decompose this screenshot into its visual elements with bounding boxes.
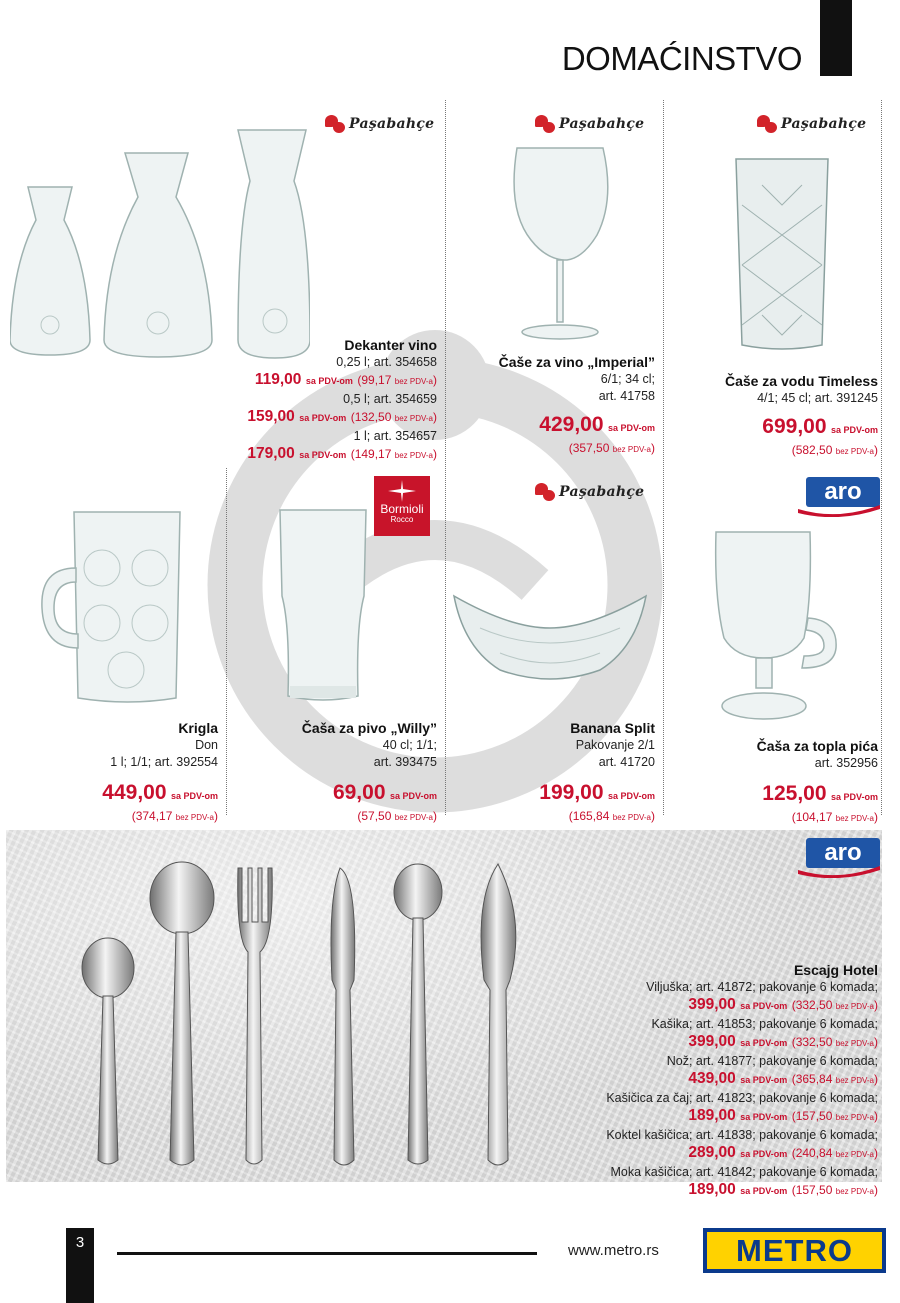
price-row: 119,00 sa PDV-om (99,17 bez PDV-a) (254, 371, 437, 388)
pasabahce-mark-icon (534, 113, 556, 135)
product-name: Banana Split (570, 720, 655, 736)
net-row: (374,17 bez PDV-a) (131, 809, 218, 823)
vat-label: sa PDV-om (740, 1038, 788, 1048)
brand-logo-pasabahce: Paşabahçe (534, 112, 644, 136)
product-spec: Moka kašičica; art. 41842; pakovanje 6 komada; (610, 1165, 878, 1179)
no-vat-label: bez PDV-a (175, 813, 214, 822)
brand-logo-aro: aro (798, 477, 880, 517)
vat-label: sa PDV-om (740, 1149, 788, 1159)
price: 429,00 (539, 413, 604, 436)
price: 399,00 (688, 996, 736, 1013)
price: 69,00 (332, 781, 386, 804)
product-name: Čaše za vino „Imperial” (498, 354, 655, 370)
aro-swoosh-icon (798, 862, 880, 878)
no-vat-label: bez PDV-a (612, 445, 651, 454)
vat-label: sa PDV-om (607, 423, 655, 433)
pasabahce-mark-icon (324, 113, 346, 135)
net-price: 374,17 (135, 809, 173, 823)
no-vat-label: bez PDV-a (394, 451, 433, 460)
vat-label: sa PDV-om (170, 791, 218, 801)
product-name: Escajg Hotel (793, 962, 878, 978)
product-info-krigla (18, 720, 218, 826)
net-price: 57,50 (361, 809, 392, 823)
vat-label: sa PDV-om (299, 450, 347, 460)
no-vat-label: bez PDV-a (835, 447, 874, 456)
no-vat-label: bez PDV-a (835, 1039, 874, 1048)
price: 699,00 (762, 415, 827, 438)
beer-mug-image (40, 508, 185, 706)
net-row: (582,50 bez PDV-a) (791, 443, 878, 457)
net-price: 157,50 (795, 1183, 833, 1197)
product-name: Dekanter vino (344, 337, 437, 353)
net-price: 149,17 (354, 447, 392, 461)
price-row: 289,00 sa PDV-om (240,84 bez PDV-a) (688, 1144, 878, 1161)
product-name: Čaše za vodu Timeless (724, 373, 878, 389)
vat-label: sa PDV-om (830, 425, 878, 435)
vat-label: sa PDV-om (740, 1001, 788, 1011)
metro-logo (703, 1228, 886, 1273)
vat-label: sa PDV-om (830, 792, 878, 802)
net-row: (165,84 bez PDV-a) (568, 809, 655, 823)
product-name: Krigla (178, 720, 218, 736)
product-info-dekanter (207, 337, 437, 465)
footer-rule (117, 1252, 537, 1255)
irish-coffee-glass-image (712, 528, 840, 724)
brand-logo-aro: aro (798, 838, 880, 878)
net-row: (57,50 bez PDV-a) (357, 809, 437, 823)
net-price: 157,50 (795, 1109, 833, 1123)
product-info-willy (237, 720, 437, 826)
product-spec: Viljuška; art. 41872; pakovanje 6 komada; (646, 980, 878, 994)
price-row: 399,00 sa PDV-om (332,50 bez PDV-a) (688, 996, 878, 1013)
price-row: 439,00 sa PDV-om (365,84 bez PDV-a) (688, 1070, 878, 1087)
product-info-banana (455, 720, 655, 826)
net-price: 332,50 (795, 998, 833, 1012)
price-row (668, 415, 878, 442)
product-info-escajg (548, 962, 878, 1201)
no-vat-label: bez PDV-a (835, 1187, 874, 1196)
no-vat-label: bez PDV-a (612, 813, 651, 822)
page-number: 3 (66, 1228, 94, 1303)
price: 289,00 (688, 1144, 736, 1161)
net-price: 332,50 (795, 1035, 833, 1049)
net-price: 132,50 (354, 410, 392, 424)
net-price: 365,84 (795, 1072, 833, 1086)
price-row: 179,00 sa PDV-om (149,17 bez PDV-a) (247, 445, 437, 462)
price-row: 189,00 sa PDV-om (157,50 bez PDV-a) (688, 1107, 878, 1124)
no-vat-label: bez PDV-a (394, 813, 433, 822)
corner-bar (820, 0, 852, 76)
no-vat-label: bez PDV-a (835, 1002, 874, 1011)
no-vat-label: bez PDV-a (394, 414, 433, 423)
vat-label: sa PDV-om (740, 1186, 788, 1196)
vat-label: sa PDV-om (305, 376, 353, 386)
pasabahce-mark-icon (756, 113, 778, 135)
no-vat-label: bez PDV-a (835, 1076, 874, 1085)
product-spec: Koktel kašičica; art. 41838; pakovanje 6 komada; (606, 1128, 878, 1142)
price-row: 159,00 sa PDV-om (132,50 bez PDV-a) (247, 408, 437, 425)
price: 199,00 (539, 781, 604, 804)
product-spec: 1 l; 1/1; art. 392554 (110, 755, 218, 769)
net-price: 582,50 (795, 443, 833, 457)
product-info-timeless (668, 373, 878, 460)
net-price: 165,84 (572, 809, 610, 823)
product-spec: 1 l; art. 354657 (353, 429, 437, 443)
price-row: 189,00 sa PDV-om (157,50 bez PDV-a) (688, 1181, 878, 1198)
footer-url[interactable]: www.metro.rs (568, 1242, 659, 1259)
price-row: 399,00 sa PDV-om (332,50 bez PDV-a) (688, 1033, 878, 1050)
brand-logo-pasabahce: Paşabahçe (324, 112, 434, 136)
product-spec: art. 41758 (598, 389, 655, 403)
product-spec: 0,25 l; art. 354658 (336, 355, 437, 369)
product-info-topla (678, 738, 878, 827)
product-info-imperial (445, 354, 655, 458)
price: 439,00 (688, 1070, 736, 1087)
product-name: Čaša za topla pića (756, 738, 878, 754)
beer-glass-image (278, 506, 368, 706)
price: 119,00 (254, 371, 302, 388)
vat-label: sa PDV-om (299, 413, 347, 423)
net-price: 99,17 (361, 373, 392, 387)
price: 179,00 (247, 445, 295, 462)
price: 189,00 (688, 1181, 736, 1198)
product-spec: Kašika; art. 41853; pakovanje 6 komada; (651, 1017, 878, 1031)
divider-v3 (226, 468, 227, 815)
net-price: 240,84 (795, 1146, 833, 1160)
net-price: 104,17 (795, 810, 833, 824)
section-title: DOMAĆINSTVO (561, 40, 802, 77)
vat-label: sa PDV-om (740, 1112, 788, 1122)
price: 189,00 (688, 1107, 736, 1124)
vat-label: sa PDV-om (740, 1075, 788, 1085)
product-spec: art. 352956 (814, 756, 878, 770)
price: 125,00 (762, 782, 827, 805)
divider-v4 (881, 100, 882, 815)
no-vat-label: bez PDV-a (835, 814, 874, 823)
brand-logo-bormioli: Bormioli Rocco (374, 476, 430, 536)
brand-logo-pasabahce: Paşabahçe (534, 480, 644, 504)
product-spec: art. 393475 (373, 755, 437, 769)
vat-label: sa PDV-om (607, 791, 655, 801)
price: 159,00 (247, 408, 295, 425)
net-row: (104,17 bez PDV-a) (791, 810, 878, 824)
product-spec: Don (195, 738, 218, 752)
price-row (18, 781, 218, 808)
product-spec: Kašičica za čaj; art. 41823; pakovanje 6 komada; (606, 1091, 878, 1105)
timeless-glass-image (732, 155, 832, 353)
product-spec: art. 41720 (598, 755, 655, 769)
product-spec: Nož; art. 41877; pakovanje 6 komada; (666, 1054, 878, 1068)
product-spec: 0,5 l; art. 354659 (343, 392, 437, 406)
product-name: Čaša za pivo „Willy” (301, 720, 437, 736)
wine-glass-image (505, 140, 615, 345)
price-row (237, 781, 437, 808)
aro-swoosh-icon (798, 501, 880, 517)
product-spec: Pakovanje 2/1 (575, 738, 655, 752)
brand-logo-pasabahce: Paşabahçe (756, 112, 866, 136)
star-icon (388, 480, 416, 502)
metro-logo-text: METRO (707, 1232, 882, 1269)
price: 399,00 (688, 1033, 736, 1050)
pasabahce-mark-icon (534, 481, 556, 503)
bowl-image (450, 588, 650, 688)
price-row (455, 781, 655, 808)
divider-v2 (663, 100, 664, 815)
price-row (678, 782, 878, 809)
product-spec: 6/1; 34 cl; (600, 372, 655, 386)
net-row: (357,50 bez PDV-a) (568, 441, 655, 455)
price: 449,00 (102, 781, 167, 804)
cutlery-set-image (70, 860, 530, 1172)
no-vat-label: bez PDV-a (835, 1113, 874, 1122)
product-spec: 40 cl; 1/1; (382, 738, 437, 752)
carafe-image (10, 125, 310, 360)
product-spec: 4/1; 45 cl; art. 391245 (757, 391, 878, 405)
net-price: 357,50 (572, 441, 610, 455)
price-row (445, 413, 655, 440)
vat-label: sa PDV-om (389, 791, 437, 801)
no-vat-label: bez PDV-a (835, 1150, 874, 1159)
no-vat-label: bez PDV-a (394, 377, 433, 386)
